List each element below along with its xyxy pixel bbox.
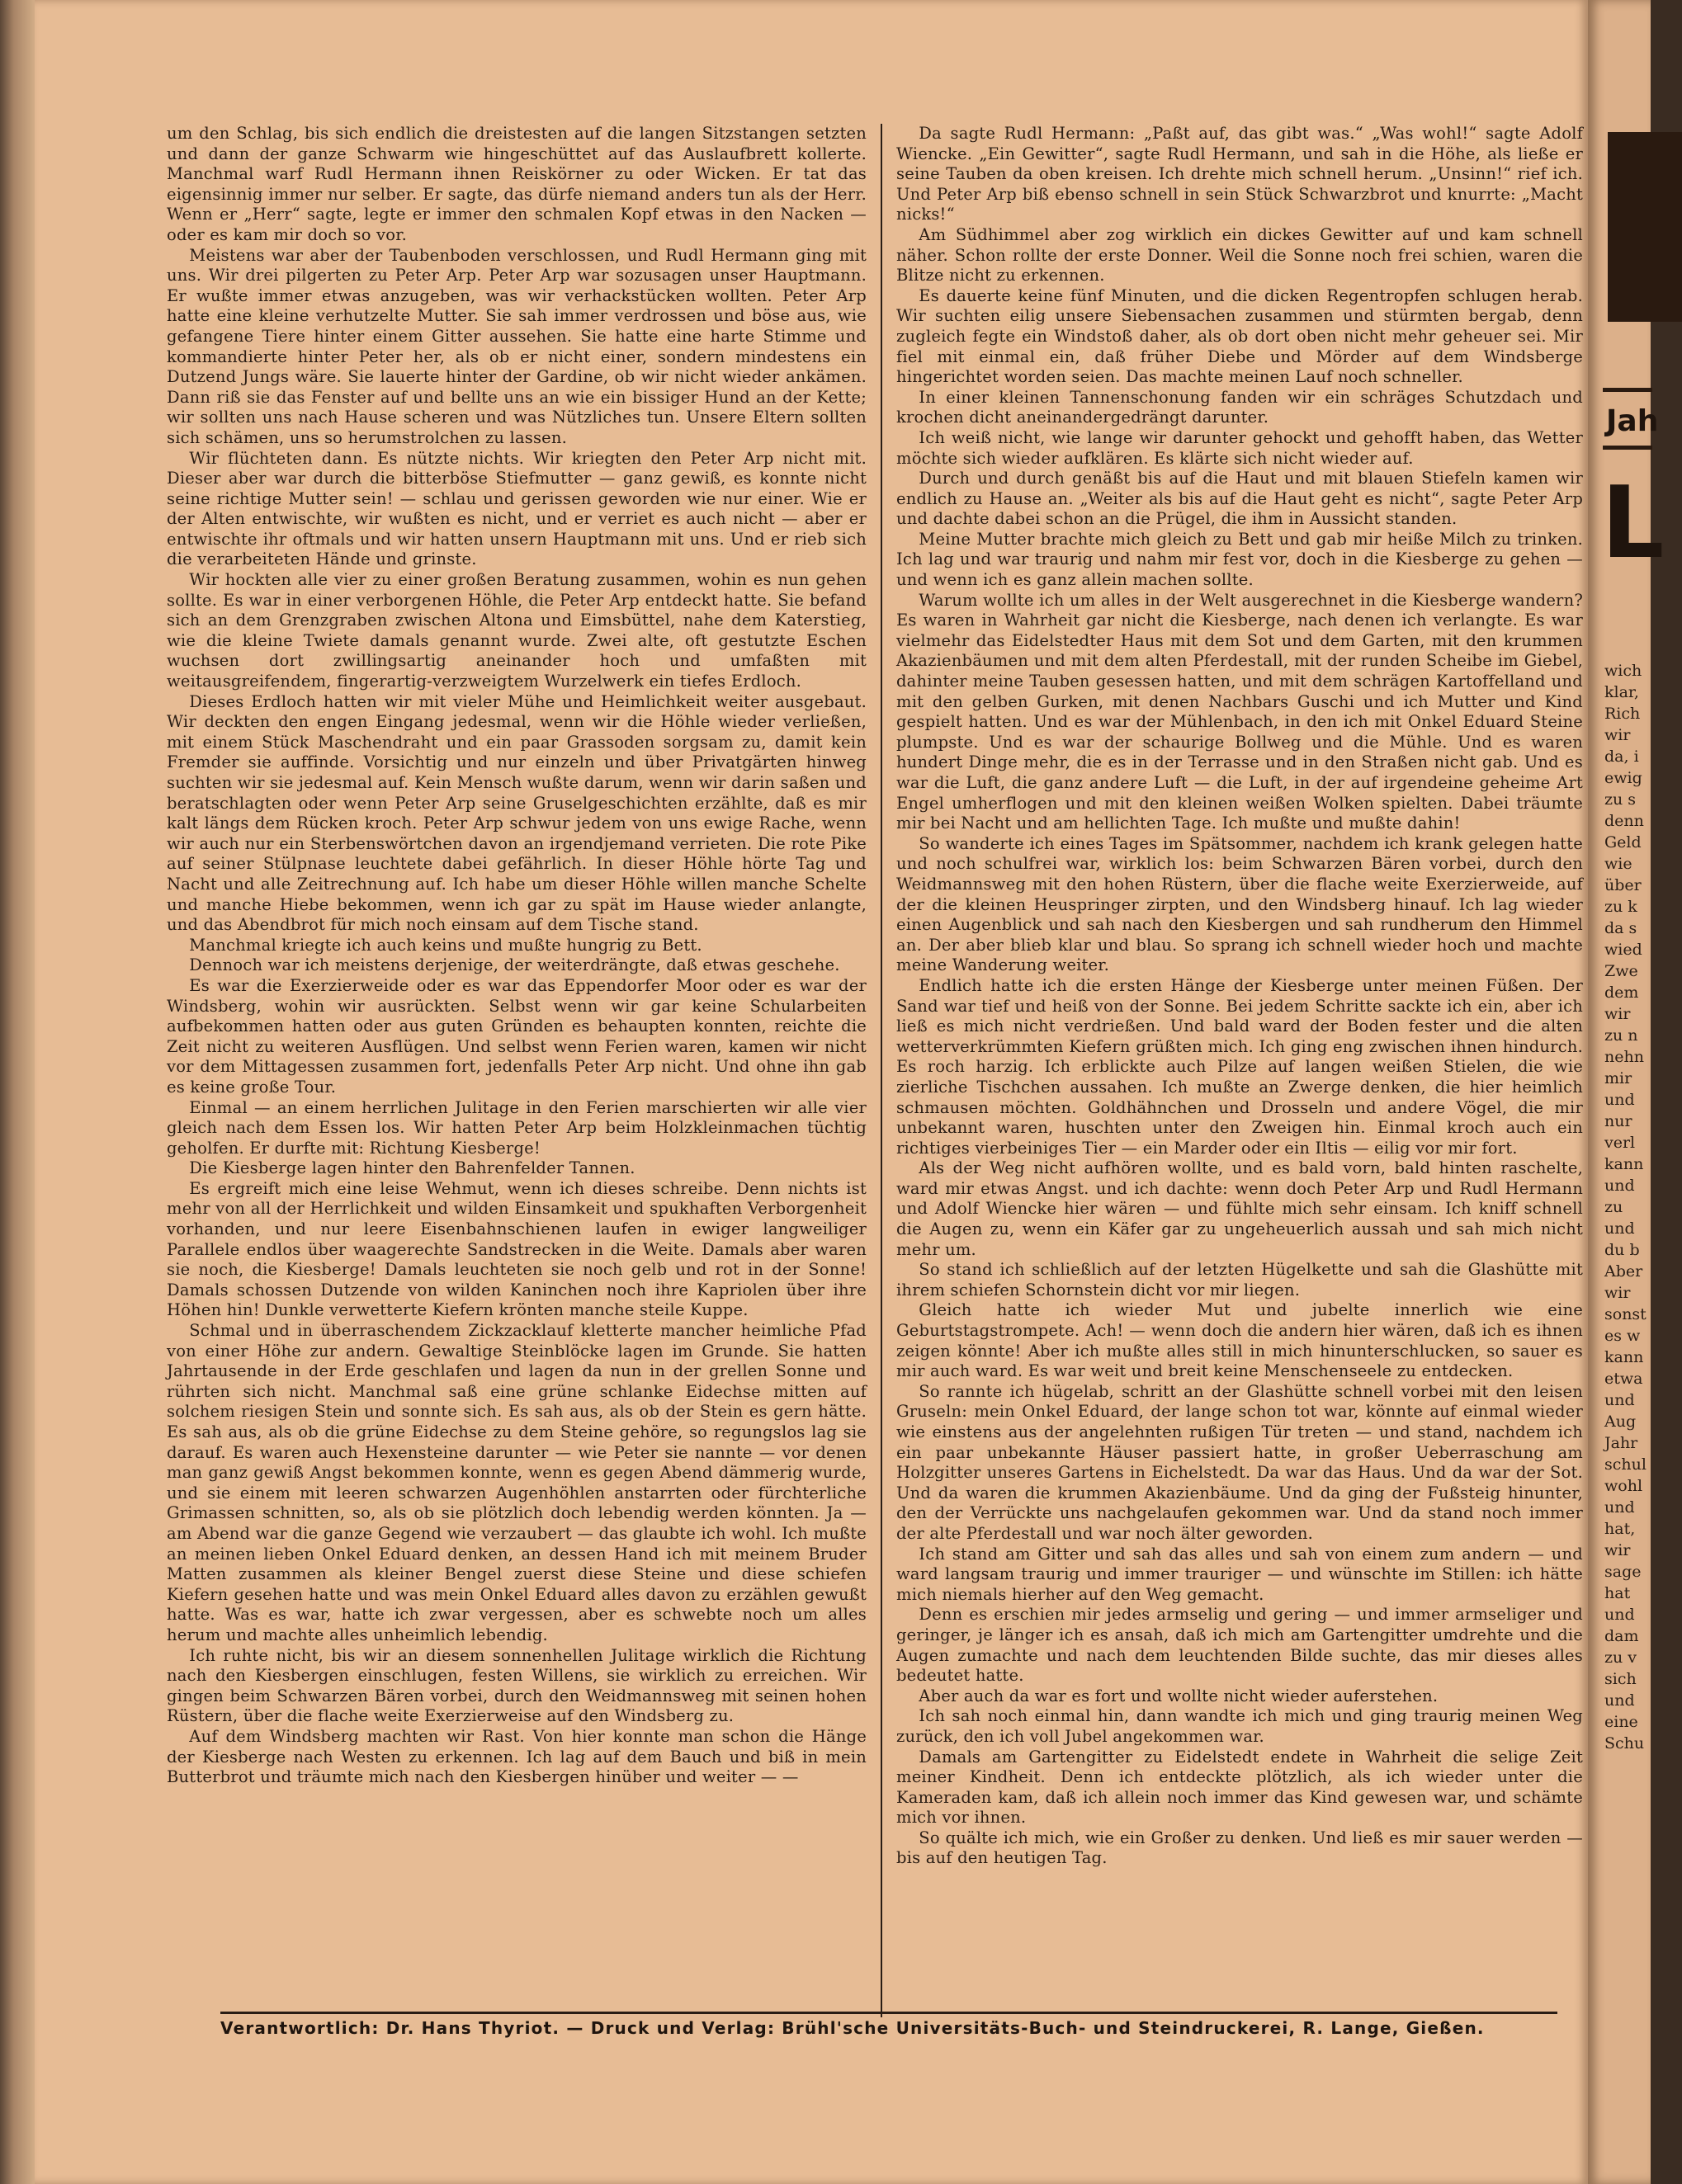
text-fragment: hat, bbox=[1604, 1520, 1636, 1538]
text-fragment: sage bbox=[1604, 1563, 1642, 1581]
paragraph: Durch und durch genäßt bis auf die Haut und mit blauen Stiefeln kamen wir endlich zu Hause an. „Weiter als bis auf die Haut geht es nicht“, sagte Peter Arp und dachte dabei schon an die Prügel, die ihm in Aussicht standen. bbox=[896, 469, 1583, 529]
text-fragment: und bbox=[1604, 1606, 1635, 1624]
right-text-column bbox=[896, 124, 1583, 1869]
book-binding-edge bbox=[0, 0, 35, 2184]
heading-fragment: Jah bbox=[1606, 404, 1659, 438]
text-fragment: da s bbox=[1604, 919, 1637, 937]
text-fragment: Schu bbox=[1604, 1734, 1645, 1752]
paragraph: Aber auch da war es fort und wollte nicht wieder auferstehen. bbox=[919, 1686, 1439, 1705]
text-fragment: Jahr bbox=[1604, 1434, 1638, 1452]
text-fragment: Geld bbox=[1604, 833, 1642, 851]
text-fragment: Zwe bbox=[1604, 962, 1638, 980]
paragraph: So wanderte ich eines Tages im Spätsommer, nachdem ich krank gelegen hatte und noch schulfrei war, wirklich los: beim Schwarzen Bären vorbei, durch den Weidmannsweg mit den hohen Rüstern, über die flache weite Exerzierweide, auf der die kleinen Heuspringer zirpten, und den Windsberg hinauf. Ich lag wieder einen Augenblick und sah nach den Kiesbergen und sah rundherum den Himmel an. Der aber blieb klar und blau. So sprang ich schnell wieder hoch und machte meine Wanderung weiter. bbox=[896, 833, 1583, 975]
text-fragment: wir bbox=[1604, 1005, 1631, 1023]
text-fragments bbox=[1604, 660, 1670, 1754]
paragraph: Es war die Exerzierweide oder es war das Eppendorfer Moor oder es war der Windsberg, wohin wir ausrückten. Selbst wenn wir gar keine Schularbeiten aufbekommen hatten oder aus guten Gründen es behaupten konnten, reichte die Zeit nicht zu weiteren Ausflügen. Und selbst wenn Ferien waren, kamen wir nicht vor dem Mittagessen zusammen fort, jedenfalls Peter Arp nicht. Und ohne ihn gab es keine große Tour. bbox=[167, 975, 867, 1097]
paragraph: So stand ich schließlich auf der letzten Hügelkette und sah die Glashütte mit ihrem schiefen Schornstein dicht vor mir liegen. bbox=[896, 1260, 1583, 1300]
paragraph: Als der Weg nicht aufhören wollte, und es bald vorn, bald hinten raschelte, ward mir etwas Angst. und ich dachte: wenn doch Peter Arp und Rudl Hermann und Adolf Wiencke hier wären — und fühlte mich sehr einsam. Ich kniff schnell die Augen zu, wenn ein Käfer gar zu ungeheuerlich aussah und sah mich nicht mehr um. bbox=[896, 1158, 1583, 1259]
paragraph: Ich stand am Gitter und sah das alles und sah von einem zum andern — und ward langsam traurig und immer trauriger — und wünschte im Stillen: ich hätte mich niemals hierher auf den Weg gemacht. bbox=[896, 1544, 1583, 1604]
paragraph: Es ergreift mich eine leise Wehmut, wenn ich dieses schreibe. Denn nichts ist mehr von all der Herrlichkeit und wilden Einsamkeit und spukhaften Verborgenheit vorhanden, und nur leere Eisenbahnschienen laufen in ewiger langweiliger Parallele endlos über waagerechte Sandstrecken in die Weite. Damals aber waren sie noch, die Kiesberge! Damals leuchteten sie noch gelb und rot in der Sonne! Damals schossen Dutzende von wilden Kaninchen noch ihre Kapriolen über ihre Höhen hin! Dunkle verwetterte Kiefern krönten manche steile Kuppe. bbox=[167, 1178, 867, 1320]
text-fragment: und bbox=[1604, 1091, 1635, 1109]
text-fragment: sonst bbox=[1604, 1305, 1647, 1323]
paragraph: Manchmal kriegte ich auch keins und mußte hungrig zu Bett. bbox=[189, 935, 702, 955]
paragraph: Auf dem Windsberg machten wir Rast. Von hier konnte man schon die Hänge der Kiesberge nach Westen zu erkennen. Ich lag auf dem Bauch und biß in mein Butterbrot und träumte mich nach den Kiesbergen hinüber und weiter — — bbox=[167, 1726, 867, 1787]
rule-fragment bbox=[1603, 446, 1652, 450]
paragraph: Ich weiß nicht, wie lange wir darunter gehockt und gehofft haben, das Wetter möchte sich wieder aufklären. Es klärte sich nicht wieder auf. bbox=[896, 427, 1583, 468]
text-fragment: wir bbox=[1604, 1541, 1631, 1559]
paragraph: Einmal — an einem herrlichen Julitage in den Ferien marschierten wir alle vier gleich nach dem Essen los. Wir hatten Peter Arp beim Holzkleinmachen tüchtig geholfen. Er durfte mit: Richtung Kiesberge! bbox=[167, 1097, 867, 1158]
text-fragment: etwa bbox=[1604, 1370, 1643, 1388]
masthead-fragment bbox=[1608, 132, 1682, 322]
text-fragment: dam bbox=[1604, 1627, 1639, 1645]
paragraph: So quälte ich mich, wie ein Großer zu denken. Und ließ es mir sauer werden — bis auf den heutigen Tag. bbox=[896, 1828, 1583, 1868]
imprint-footer: Verantwortlich: Dr. Hans Thyriot. — Druck und Verlag: Brühl'sche Universitäts-Buch- und Steindruckerei, R. Lange, Gießen. bbox=[220, 2018, 1485, 2038]
text-fragment: und bbox=[1604, 1691, 1635, 1710]
text-fragment: du b bbox=[1604, 1241, 1640, 1259]
paragraph: um den Schlag, bis sich endlich die dreistesten auf die langen Sitzstangen setzten und dann der ganze Schwarm wie hingeschüttet auf das Auslaufbrett kollerte. Manchmal warf Rudl Hermann ihnen Reiskörner zu oder Wicken. Er tat das eigensinnig immer nur selber. Er sagte, das dürfe niemand anders tun als der Herr. Wenn er „Herr“ sagte, legte er immer den schmalen Kopf etwas in den Nacken — oder es kam mir doch so vor. bbox=[167, 124, 867, 244]
text-fragment: nehn bbox=[1604, 1048, 1644, 1066]
paragraph: Ich ruhte nicht, bis wir an diesem sonnenhellen Julitage wirklich die Richtung nach den Kiesbergen einschlugen, festen Willens, sie wirklich zu erreichen. Wir gingen beim Schwarzen Bären vorbei, durch den Weidmannsweg mit seinen hohen Rüstern, über die flache weite Exerzierweise auf den Windsberg zu. bbox=[167, 1645, 867, 1726]
paragraph: Endlich hatte ich die ersten Hänge der Kiesberge unter meinen Füßen. Der Sand war tief und heiß von der Sonne. Bei jedem Schritte sackte ich ein, aber ich ließ es mich nicht verdrießen. Und bald ward der Boden fester und die alten wetterverkrümmten Kiefern grüßten mich. Ich ging eng zwischen ihnen hindurch. Es roch harzig. Ich erblickte auch Pilze auf langen weißen Stielen, die wie zierliche Tischchen aussahen. Ich mußte an Zwerge denken, die hier heimlich schmausen möchten. Goldhähnchen und Drosseln und andere Vögel, die mir unbekannt waren, huschten unter den Zweigen hin. Einmal kroch auch ein richtiges vierbeiniges Tier — ein Marder oder ein Iltis — eilig vor mir fort. bbox=[896, 975, 1583, 1158]
text-fragment: Aug bbox=[1604, 1413, 1637, 1431]
text-fragment: verl bbox=[1604, 1134, 1636, 1152]
paragraph: Denn es erschien mir jedes armselig und gering — und immer armseliger und geringer, je länger ich es ansah, daß ich mich am Gartengitter umdrehte und die Augen zumachte und nach dem leuchtenden Bilde suchte, das mir dieses alles bedeutet hatte. bbox=[896, 1605, 1583, 1686]
initial-letter-fragment: L bbox=[1601, 466, 1665, 581]
text-fragment: eine bbox=[1604, 1713, 1638, 1731]
footer-rule bbox=[220, 2012, 1557, 2014]
paragraph: Warum wollte ich um alles in der Welt ausgerechnet in die Kiesberge wandern? Es waren in Wahrheit gar nicht die Kiesberge, nach denen ich verlangte. Es war vielmehr das Eidelstedter Haus mit dem Sot und dem Garten, mit den krummen Akazienbäumen und mit dem alten Pferdestall, mit der runden Scheibe im Giebel, dahinter meine Tauben gesessen hatten, und mit dem schrägen Kartoffelland und mit den gelben Gurken, mit denen Nachbars Guschi und ich Mutter und Kind gespielt hatten. Und es war der Mühlenbach, in den ich mit Onkel Eduard Steine plumpste. Und es war der schaurige Bollweg und die Mühle. Und es waren hundert Dinge mehr, die es in der Terrasse und in den Straßen nicht gab. Und es war die Luft, die ganz andere Luft — die Luft, in der auf irgendeine geheime Art Engel umherflogen und mit den kleinen weißen Wolken spielten. Dabei träumte mir bei Nacht und am hellichten Tage. Ich mußte und mußte dahin! bbox=[896, 590, 1583, 833]
text-fragment: wir bbox=[1604, 1284, 1631, 1302]
adjacent-page-edge bbox=[1588, 0, 1665, 2184]
text-fragment: kann bbox=[1604, 1155, 1644, 1173]
text-fragment: dem bbox=[1604, 984, 1639, 1002]
text-fragment: Rich bbox=[1604, 705, 1641, 723]
text-fragment: zu s bbox=[1604, 790, 1637, 809]
text-fragment: wohl bbox=[1604, 1477, 1643, 1495]
text-fragment: wie bbox=[1604, 855, 1632, 873]
text-fragment: da, i bbox=[1604, 748, 1639, 766]
column-divider-rule bbox=[881, 124, 882, 2017]
text-fragment: denn bbox=[1604, 812, 1644, 830]
paragraph: Dennoch war ich meistens derjenige, der weiterdrängte, daß etwas geschehe. bbox=[189, 955, 840, 975]
text-fragment: klar, bbox=[1604, 683, 1639, 701]
paragraph: Wir flüchteten dann. Es nützte nichts. Wir kriegten den Peter Arp nicht mit. Dieser aber war durch die bitterböse Stiefmutter — ganz gewiß, es konnte nicht seine richtige Mutter sein! — schlau und gerissen geworden wie nur einer. Wie er der Alten entwischte, wir wußten es nicht, und er verriet es auch nicht — aber er entwischte ihr oftmals und wir hatten unsern Hauptmann mit uns. Und er rieb sich die verarbeiteten Hände und grinste. bbox=[167, 448, 867, 569]
text-fragment: zu bbox=[1604, 1198, 1623, 1216]
paragraph: Es dauerte keine fünf Minuten, und die dicken Regentropfen schlugen herab. Wir suchten eilig unsere Siebensachen zusammen und stürmten bergab, denn zugleich fegte ein Windstoß daher, als ob dort oben nicht mehr geheuer sei. Mir fiel mit einmal ein, daß früher Diebe und Mörder auf dem Windsberge hingerichtet worden seien. Das machte meinen Lauf noch schneller. bbox=[896, 285, 1583, 387]
text-fragment: schul bbox=[1604, 1455, 1647, 1474]
text-fragment: und bbox=[1604, 1219, 1635, 1238]
paragraph: Wir hockten alle vier zu einer großen Beratung zusammen, wohin es nun gehen sollte. Es war in einer verborgenen Höhle, die Peter Arp entdeckt hatte. Sie befand sich an dem Grenzgraben zwischen Altona und Eimsbüttel, nahe dem Katerstieg, wie die kleine Twiete damals genannt wurde. Zwei alte, oft gestutzte Eschen wuchsen dort zwillingsartig aneinander hoch und umfaßten mit weitausgreifendem, fingerartig-verzweigtem Wurzelwerk ein tiefes Erdloch. bbox=[167, 570, 867, 691]
paragraph: Schmal und in überraschendem Zickzacklauf kletterte mancher heimliche Pfad von einer Höhe zur andern. Gewaltige Steinblöcke lagen im Grunde. Sie hatten Jahrtausende in der Erde geschlafen und lagen da nun in der grellen Sonne und rührten sich nicht. Manchmal saß eine grüne schlanke Eidechse mitten auf solchem riesigen Stein und sonnte sich. Es sah aus, als ob der Stein es gern hätte. Es sah aus, als ob die grüne Eidechse zu dem Steine gehöre, so regungslos lag sie darauf. Es waren auch Hexensteine darunter — wie Peter sie nannte — vor denen man ganz gewiß Angst bekommen konnte, wenn es gegen Abend dämmerig wurde, und sie einem mit leeren schwarzen Augenhöhlen anstarrten oder fürchterliche Grimassen schnitten, so, als ob sie plötzlich doch lebendig werden könnten. Ja — am Abend war die ganze Gegend wie verzaubert — das glaubte ich wohl. Ich mußte an meinen lieben Onkel Eduard denken, an dessen Hand ich mit meinem Bruder Matten zusammen als kleiner Bengel zuerst diese Steine und diese schiefen Kiefern gesehen hatte und was mein Onkel Eduard alles davon zu erzählen gewußt hatte. Was es war, hatte ich zwar vergessen, aber es schwebte noch um alles herum und machte alles unheimlich lebendig. bbox=[167, 1321, 867, 1644]
text-fragment: wich bbox=[1604, 662, 1642, 680]
text-fragment: über bbox=[1604, 876, 1642, 894]
text-fragment: zu k bbox=[1604, 898, 1637, 916]
paragraph: Meistens war aber der Taubenboden verschlossen, und Rudl Hermann ging mit uns. Wir drei pilgerten zu Peter Arp. Peter Arp war sozusagen unser Hauptmann. Er wußte immer etwas anzugeben, was wir verhackstücken wollten. Peter Arp hatte eine kleine verhutzelte Mutter. Sie sah immer verdrossen und böse aus, wie gefangene Tiere hinter einem Gitter aussehen. Sie hatte eine harte Stimme und kommandierte hinter Peter her, als ob er nicht einer, sondern mindestens ein Dutzend Jungs wäre. Sie lauerte hinter der Gardine, ob wir nicht wieder ankämen. Dann riß sie das Fenster auf und bellte uns an wie ein bissiger Hund an der Kette; wir sollten uns nach Hause scheren und was Nützliches tun. Unsere Eltern sollten sich schämen, uns so herumstrolchen zu lassen. bbox=[167, 245, 867, 447]
text-fragment: mir bbox=[1604, 1069, 1632, 1087]
text-fragment: kann bbox=[1604, 1348, 1644, 1366]
text-fragment: und bbox=[1604, 1498, 1635, 1517]
text-fragment: hat bbox=[1604, 1584, 1631, 1602]
paragraph: Dieses Erdloch hatten wir mit vieler Mühe und Heimlichkeit weiter ausgebaut. Wir deckten den engen Eingang jedesmal, wenn wir die Höhle wieder verließen, mit einem Stück Maschendraht und ein paar Grassoden sorgsam zu, damit kein Fremder sie auffinde. Vorsichtig und nur einzeln und über Privatgärten hinweg suchten wir sie jedesmal auf. Kein Mensch wußte darum, wenn wir darin saßen und beratschlagten oder wenn Peter Arp seine Gruselgeschichten erzählte, daß es mir kalt längs dem Rücken kroch. Peter Arp schwur jedem von uns ewige Rache, wenn wir auch nur ein Sterbenswörtchen davon an irgendjemand verrieten. Die rote Pike auf seiner Stülpnase leuchtete dabei gefährlich. In dieser Höhle hörte Tag und Nacht und alle Zeitrechnung auf. Ich habe um dieser Höhle willen manche Schelte und manche Hiebe bekommen, wenn ich gar zu spät im Hause wieder anlangte, und das Abendbrot für mich noch einsam auf dem Tische stand. bbox=[167, 691, 867, 935]
paragraph: Am Südhimmel aber zog wirklich ein dickes Gewitter auf und kam schnell näher. Schon rollte der erste Donner. Weil die Sonne noch frei schien, waren die Blitze nicht zu erkennen. bbox=[896, 224, 1583, 285]
text-fragment: nur bbox=[1604, 1112, 1632, 1130]
text-fragment: zu v bbox=[1604, 1649, 1637, 1667]
text-fragment: wied bbox=[1604, 941, 1642, 959]
left-text-column bbox=[167, 124, 867, 1788]
paragraph: So rannte ich hügelab, schritt an der Glashütte schnell vorbei mit den leisen Gruseln: mein Onkel Eduard, der lange schon tot war, könnte auf einmal wieder wie einstens aus der angelehnten rußigen Tür treten — und stand, nachdem ich ein paar unbekannte Häuser passiert hatte, in großer Ueberraschung am Holzgitter unseres Gartens in Eichelstedt. Da war das Haus. Und da war der Sot. Und da waren die krummen Akazienbäume. Und da ging der Fußsteig hinunter, den der Verrückte uns nachgelaufen gekommen war. Und da stand noch immer der alte Pferdestall und war noch älter geworden. bbox=[896, 1381, 1583, 1543]
paragraph: Die Kiesberge lagen hinter den Bahrenfelder Tannen. bbox=[189, 1158, 635, 1178]
newspaper-page bbox=[35, 0, 1588, 2184]
text-fragment: wir bbox=[1604, 726, 1631, 744]
rule-fragment bbox=[1603, 388, 1652, 392]
text-fragment: ewig bbox=[1604, 769, 1642, 787]
text-fragment: sich bbox=[1604, 1670, 1637, 1688]
paragraph: Ich sah noch einmal hin, dann wandte ich mich und ging traurig meinen Weg zurück, den ich voll Jubel angekommen war. bbox=[896, 1706, 1583, 1746]
text-fragment: und bbox=[1604, 1177, 1635, 1195]
text-fragment: Aber bbox=[1604, 1262, 1643, 1281]
paragraph: Gleich hatte ich wieder Mut und jubelte innerlich wie eine Geburtstagstrompete. Ach! — wenn doch die andern hier wären, daß ich es ihnen zeigen könnte! Aber ich mußte alles still in mich hinunterschlucken, so sauer es mir auch ward. Es war weit und breit keine Menschenseele zu entdecken. bbox=[896, 1300, 1583, 1381]
paragraph: Damals am Gartengitter zu Eidelstedt endete in Wahrheit die selige Zeit meiner Kindheit. Denn ich entdeckte plötzlich, als ich wieder unter die Kameraden kam, daß ich allein noch immer das Kind gewesen war, und schämte mich vor ihnen. bbox=[896, 1747, 1583, 1828]
paragraph: Meine Mutter brachte mich gleich zu Bett und gab mir heiße Milch zu trinken. Ich lag und war traurig und nahm mir fest vor, doch in die Kiesberge zu gehen — und wenn ich es ganz allein machen sollte. bbox=[896, 529, 1583, 590]
text-fragment: es w bbox=[1604, 1327, 1641, 1345]
text-fragment: und bbox=[1604, 1391, 1635, 1409]
paragraph: In einer kleinen Tannenschonung fanden wir ein schräges Schutzdach und krochen dicht aneinandergedrängt darunter. bbox=[896, 387, 1583, 427]
text-fragment: zu n bbox=[1604, 1026, 1638, 1045]
paragraph: Da sagte Rudl Hermann: „Paßt auf, das gibt was.“ „Was wohl!“ sagte Adolf Wiencke. „Ein Gewitter“, sagte Rudl Hermann, und sah in die Höhe, als ließe er seine Tauben da oben kreisen. Ich drehte mich schnell herum. „Unsinn!“ rief ich. Und Peter Arp biß ebenso schnell in sein Stück Schwarzbrot und knurrte: „Macht nicks!“ bbox=[896, 124, 1583, 224]
